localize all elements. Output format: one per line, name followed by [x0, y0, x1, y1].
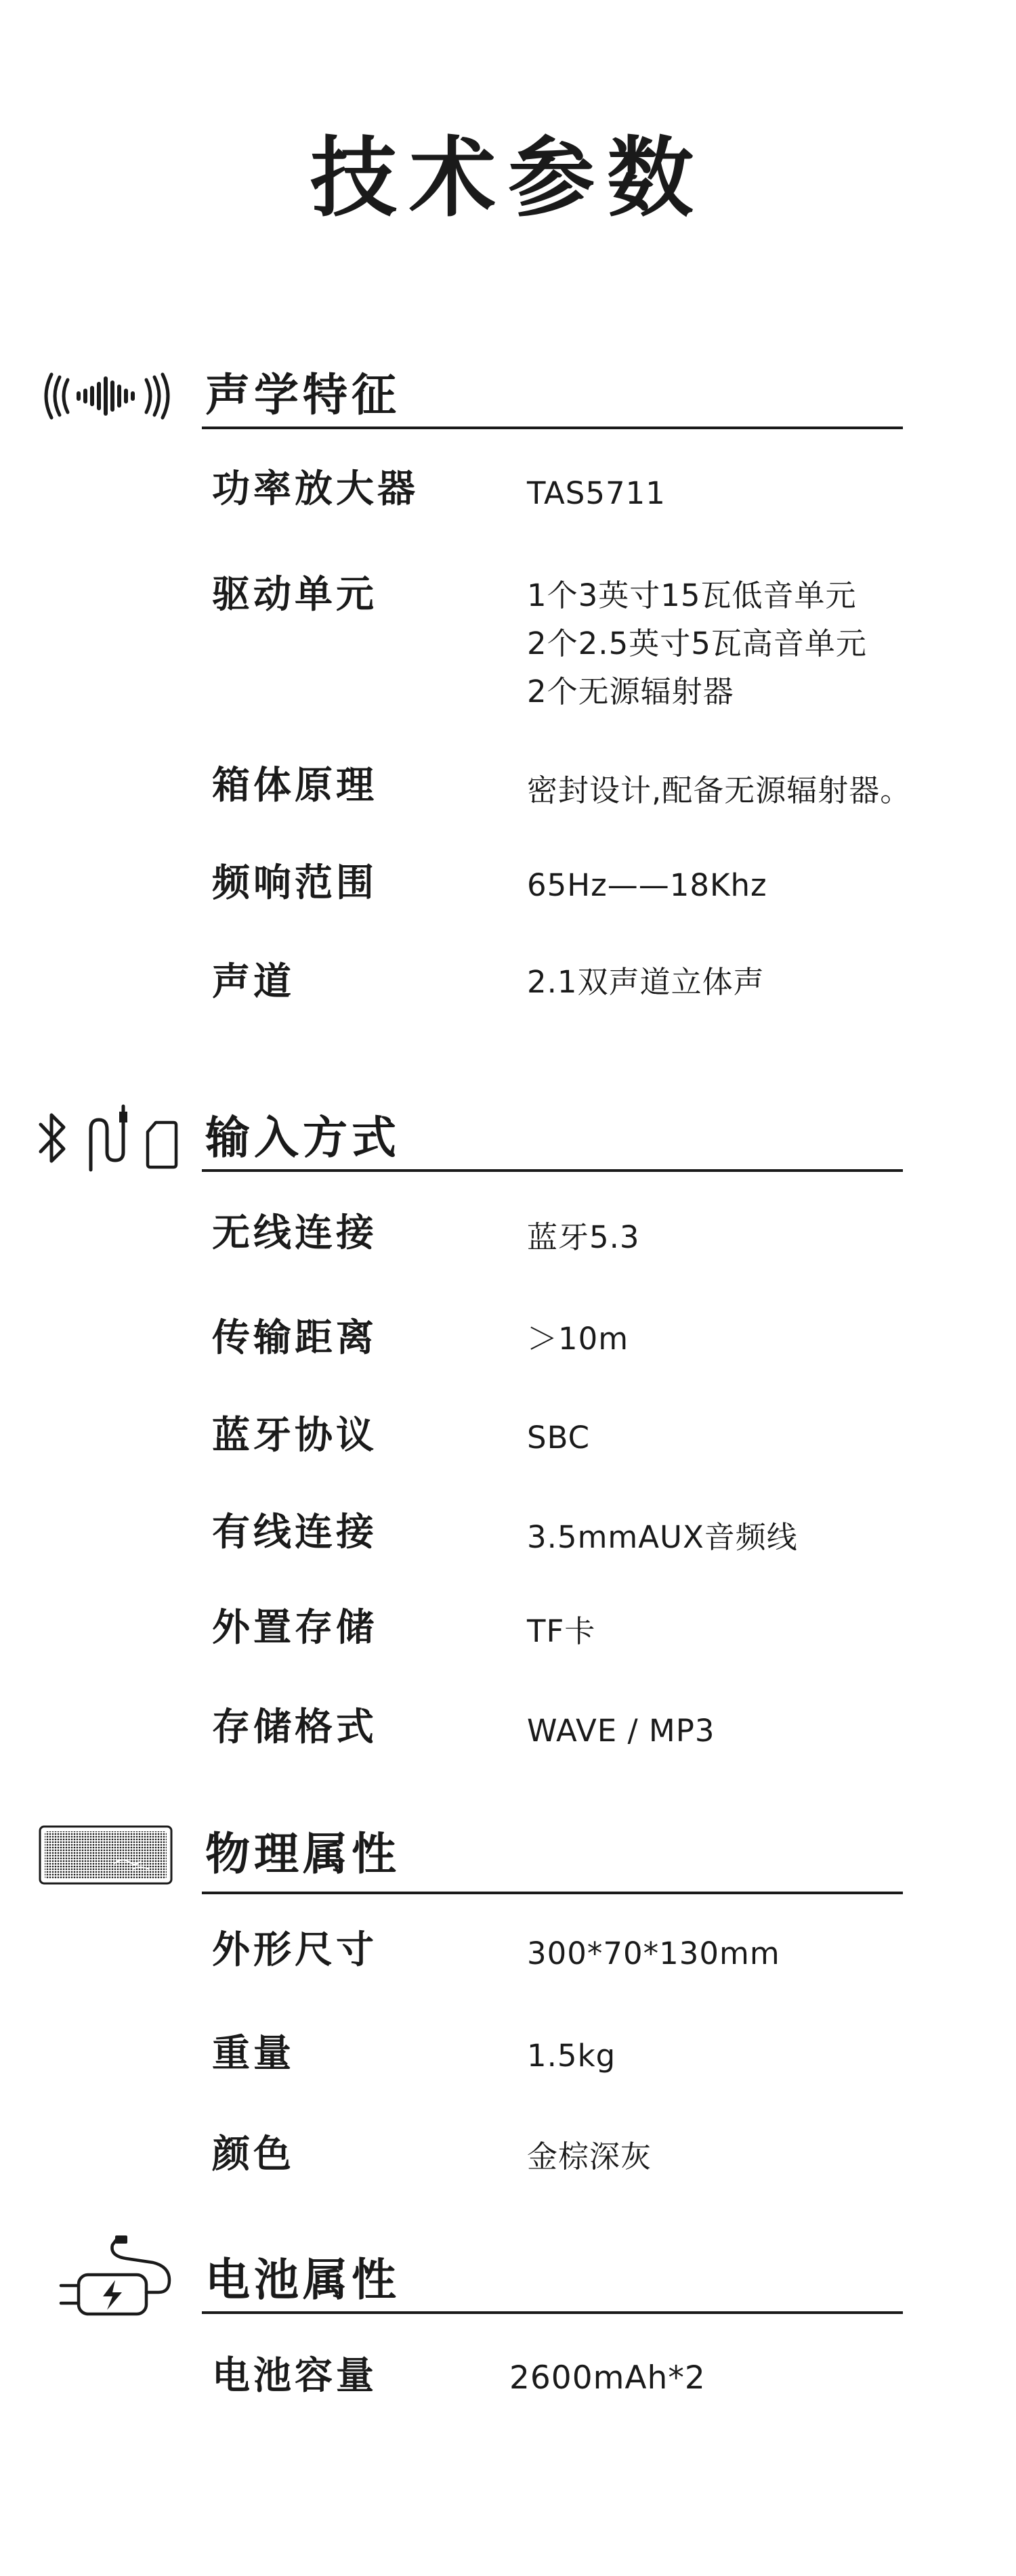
row-value: 300*70*130mm — [527, 1936, 780, 1971]
section-divider — [202, 1169, 903, 1172]
bluetooth-icon — [34, 1106, 72, 1171]
row-value: 密封设计,配备无源辐射器。 — [527, 772, 912, 808]
section-divider — [202, 1892, 903, 1894]
row-label: 无线连接 — [212, 1211, 377, 1255]
row-label: 箱体原理 — [212, 764, 377, 808]
row-value: 3.5mmAUX音频线 — [527, 1519, 798, 1555]
section-title-acoustic: 声学特征 — [205, 369, 400, 421]
row-label: 驱动单元 — [212, 573, 377, 617]
row-label: 传输距离 — [212, 1316, 377, 1360]
row-label: 声道 — [212, 960, 295, 1004]
value-line: 1个3英寸15瓦低音单元 — [527, 577, 857, 613]
section-divider — [202, 2311, 903, 2314]
row-label: 电池容量 — [212, 2354, 377, 2398]
row-value: 65Hz——18Khz — [527, 867, 767, 903]
row-label: 重量 — [212, 2032, 295, 2076]
tf-card-icon — [144, 1118, 179, 1170]
row-label: 外形尺寸 — [212, 1928, 377, 1972]
value-line: 2个无源辐射器 — [527, 674, 734, 710]
row-value: 2.1双声道立体声 — [527, 964, 765, 1000]
sound-wave-icon — [39, 369, 175, 423]
page-title: 技术参数 — [310, 128, 706, 229]
row-label: 存储格式 — [212, 1705, 377, 1749]
row-label: 有线连接 — [212, 1510, 377, 1554]
row-value: 蓝牙5.3 — [527, 1219, 640, 1255]
row-label: 蓝牙协议 — [212, 1414, 377, 1458]
section-title-physical: 物理属性 — [205, 1828, 400, 1880]
row-value: SBC — [527, 1420, 591, 1456]
row-value: TAS5711 — [527, 475, 666, 511]
speaker-grille-icon — [38, 1825, 173, 1885]
section-title-input: 输入方式 — [205, 1112, 400, 1164]
row-value: WAVE / MP3 — [527, 1713, 715, 1749]
row-label: 颜色 — [212, 2133, 295, 2177]
value-line: 2个2.5英寸5瓦高音单元 — [527, 626, 867, 661]
row-value: ＞10m — [527, 1321, 629, 1357]
section-divider — [202, 427, 903, 429]
row-value: 1.5kg — [527, 2038, 616, 2074]
row-value-multiline — [527, 571, 867, 716]
aux-cable-icon — [81, 1102, 134, 1173]
section-title-battery: 电池属性 — [205, 2254, 400, 2306]
row-label: 外置存储 — [212, 1606, 377, 1650]
row-value: 2600mAh*2 — [509, 2359, 706, 2397]
row-value: 金棕深灰 — [527, 2139, 652, 2175]
battery-charging-icon — [51, 2235, 180, 2323]
row-label: 功率放大器 — [212, 467, 419, 511]
row-label: 频响范围 — [212, 861, 377, 905]
row-value: TF卡 — [527, 1613, 596, 1649]
